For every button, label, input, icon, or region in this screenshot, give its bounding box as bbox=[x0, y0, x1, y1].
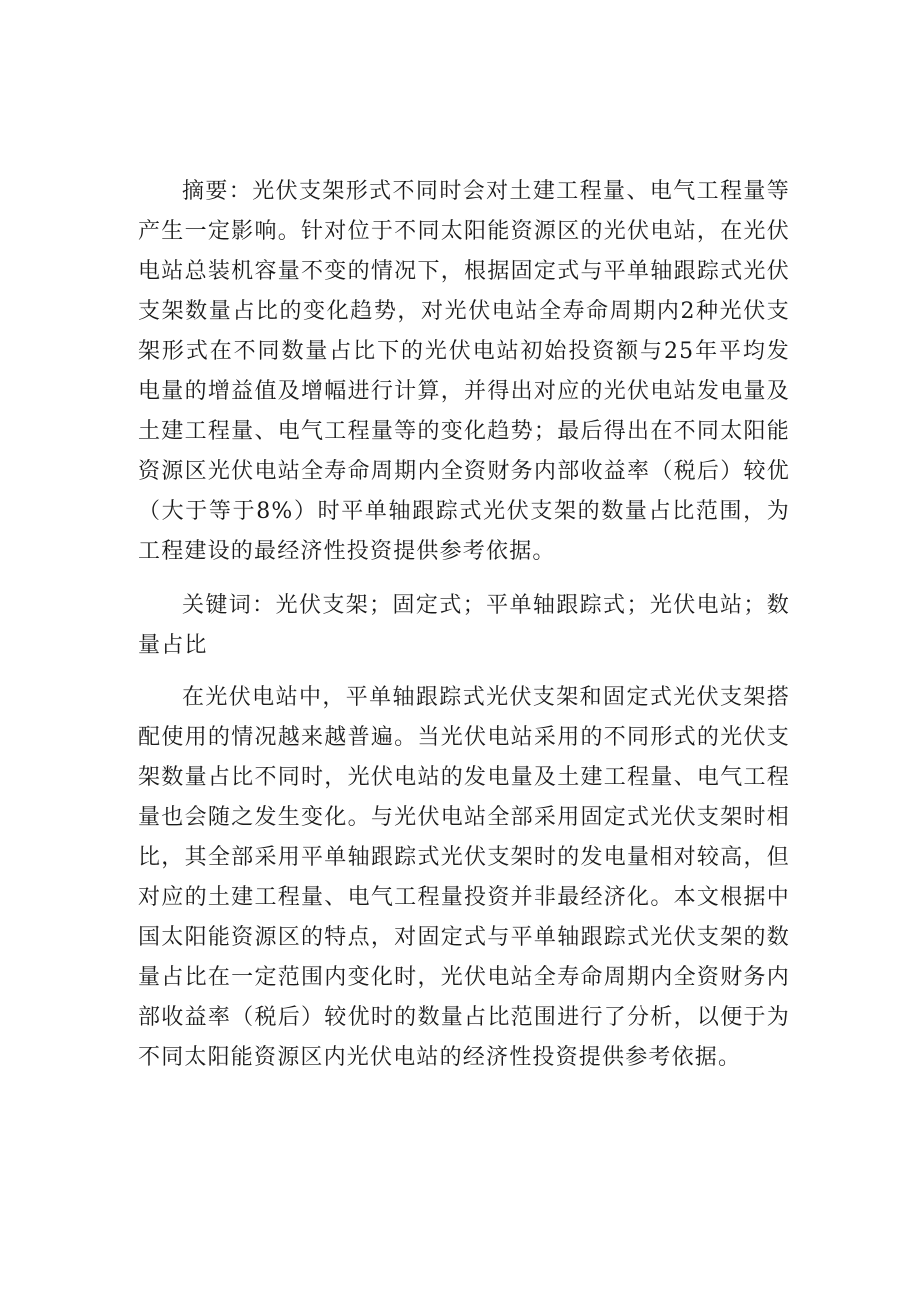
abstract-label: 摘要： bbox=[182, 179, 253, 204]
keywords-paragraph bbox=[138, 586, 790, 666]
introduction-paragraph bbox=[138, 678, 790, 1078]
introduction-text: 在光伏电站中，平单轴跟踪式光伏支架和固定式光伏支架搭配使用的情况越来越普遍。当光伏电站采用的不同形式的光伏支架数量占比不同时，光伏电站的发电量及土建工程量、电气工程量也会随之发生变化。与光伏电站全部采用固定式光伏支架时相比，其全部采用平单轴跟踪式光伏支架时的发电量相对较高，但对应的土建工程量、电气工程量投资并非最经济化。本文根据中国太阳能资源区的特点，对固定式与平单轴跟踪式光伏支架的数量占比在一定范围内变化时，光伏电站全寿命周期内全资财务内部收益率（税后）较优时的数量占比范围进行了分析，以便于为不同太阳能资源区内光伏电站的经济性投资提供参考依据。 bbox=[138, 685, 790, 1070]
keywords-label: 关键词： bbox=[182, 593, 276, 618]
abstract-paragraph bbox=[138, 172, 790, 572]
document-content bbox=[138, 172, 790, 1078]
keywords-text: 光伏支架；固定式；平单轴跟踪式；光伏电站；数量占比 bbox=[138, 593, 790, 658]
abstract-text: 光伏支架形式不同时会对土建工程量、电气工程量等产生一定影响。针对位于不同太阳能资源区的光伏电站，在光伏电站总装机容量不变的情况下，根据固定式与平单轴跟踪式光伏支架数量占比的变化趋势，对光伏电站全寿命周期内2种光伏支架形式在不同数量占比下的光伏电站初始投资额与25年平均发电量的增益值及增幅进行计算，并得出对应的光伏电站发电量及土建工程量、电气工程量等的变化趋势；最后得出在不同太阳能资源区光伏电站全寿命周期内全资财务内部收益率（税后）较优（大于等于8%）时平单轴跟踪式光伏支架的数量占比范围，为工程建设的最经济性投资提供参考依据。 bbox=[138, 179, 790, 564]
